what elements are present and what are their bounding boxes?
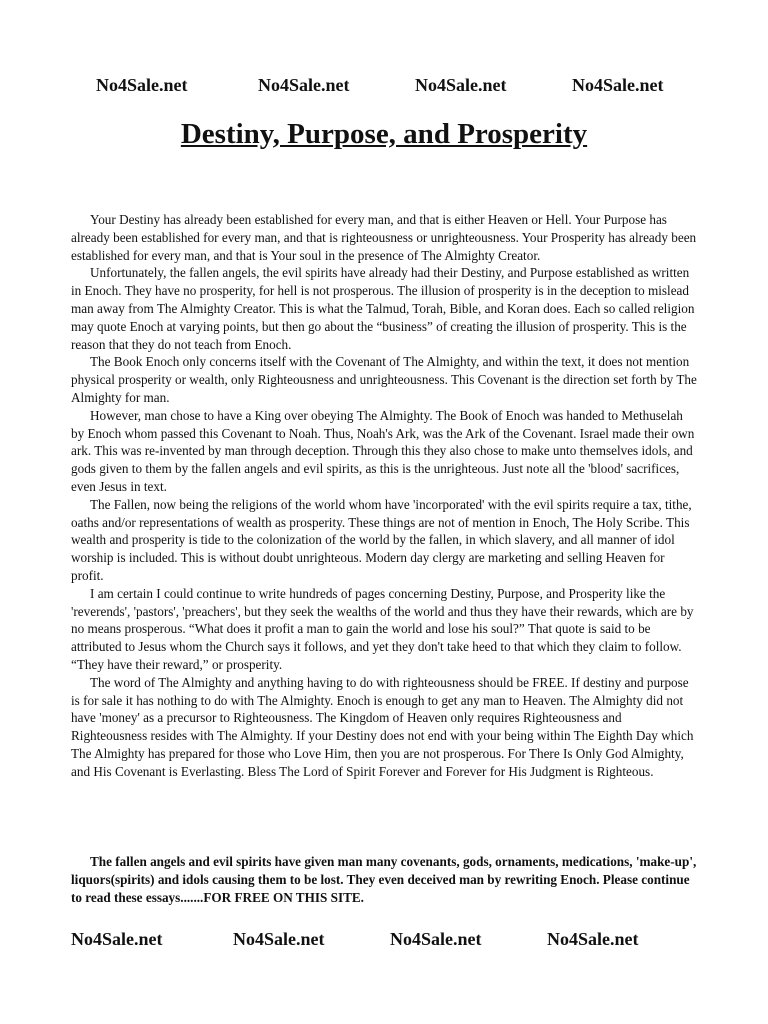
footer-link[interactable]: No4Sale.net — [233, 929, 325, 949]
closing-paragraph: The fallen angels and evil spirits have given man many covenants, gods, ornaments, medications, 'make-up', liquors(spirits) and idols causing them to be lost. They even deceived man by rewriting Enoch. Please continue to read these essays.......FOR FREE ON THIS SITE. — [71, 854, 697, 905]
header-links — [96, 75, 664, 96]
footer-links — [71, 929, 639, 950]
document-title: Destiny, Purpose, and Prosperity — [180, 118, 588, 150]
header-link[interactable]: No4Sale.net — [96, 75, 188, 95]
body-paragraph: I am certain I could continue to write hundreds of pages concerning Destiny, Purpose, and Prosperity like the 'reverends', 'pastors', 'preachers', but they seek the wealths of the world and thus they have their rewards, which are by no means prosperous. “What does it profit a man to gain the world and lose his soul?” That quote is said to be attributed to Jesus whom the Church says it follows, and yet they don't take heed to that which they claim to follow. “They have their reward,” or prosperity. — [71, 585, 694, 672]
document-body — [71, 211, 699, 781]
body-paragraph: The word of The Almighty and anything having to do with righteousness should be FREE. If destiny and purpose is for sale it has nothing to do with The Almighty. Enoch is enough to get any man to Heaven. The Almighty did not have 'money' as a precursor to Righteousness. The Kingdom of Heaven only requires Righteousness and Righteousness resides with The Almighty. If your Destiny does not end with your being within The Eighth Day which The Almighty has prepared for those who Love Him, then you are not prosperous. For There Is Only God Almighty, and His Covenant is Everlasting. Bless The Lord of Spirit Forever and Forever for His Judgment is Righteous. — [71, 674, 694, 779]
body-paragraph: The Book Enoch only concerns itself with the Covenant of The Almighty, and within the text, it does not mention physical prosperity or wealth, only Righteousness and unrighteousness. This Covenant is the direction set forth by The Almighty for man. — [71, 354, 697, 405]
body-paragraph: However, man chose to have a King over obeying The Almighty. The Book of Enoch was handed to Methuselah by Enoch whom passed this Covenant to Noah. Thus, Noah's Ark, was the Ark of the Covenant. Israel made their own ark. This was re-invented by man through deception. Through this they also chose to make unto themselves idols, and gods given to them by the fallen angels and evil spirits, as this is the unrighteous. Just note all the 'blood' sacrifices, even Jesus in text. — [71, 407, 695, 494]
footer-link[interactable]: No4Sale.net — [390, 929, 482, 949]
footer-link[interactable]: No4Sale.net — [71, 929, 163, 949]
body-paragraph: Your Destiny has already been established for every man, and that is either Heaven or Hell. Your Purpose has already been established for every man, and that is righteousness or unrighteousness. Your Prosperity has already been established for every man, and that is Your soul in the presence of The Almighty Creator. — [71, 212, 697, 263]
body-paragraph: The Fallen, now being the religions of the world whom have 'incorporated' with the evil spirits require a tax, tithe, oaths and/or representations of wealth as prosperity. These things are not of mention in Enoch, The Holy Scribe. This wealth and prosperity is tide to the colonization of the world by the fallen, in which slavery, and all manner of idol worship is included. This is without doubt unrighteous. Modern day clergy are marketing and selling Heaven for profit. — [71, 496, 692, 583]
footer-link[interactable]: No4Sale.net — [547, 929, 639, 949]
body-paragraph: Unfortunately, the fallen angels, the evil spirits have already had their Destiny, and Purpose established as written in Enoch. They have no prosperity, for hell is not prosperous. The illusion of prosperity is in the deception to mislead man away from The Almighty Creator. This is what the Talmud, Torah, Bible, and Koran does. Each so called religion may quote Enoch at varying points, but then go about the “business” of creating the illusion of prosperity. This is the reason that they do not teach from Enoch. — [71, 265, 695, 352]
header-link[interactable]: No4Sale.net — [572, 75, 664, 95]
header-link[interactable]: No4Sale.net — [415, 75, 507, 95]
header-link[interactable]: No4Sale.net — [258, 75, 350, 95]
